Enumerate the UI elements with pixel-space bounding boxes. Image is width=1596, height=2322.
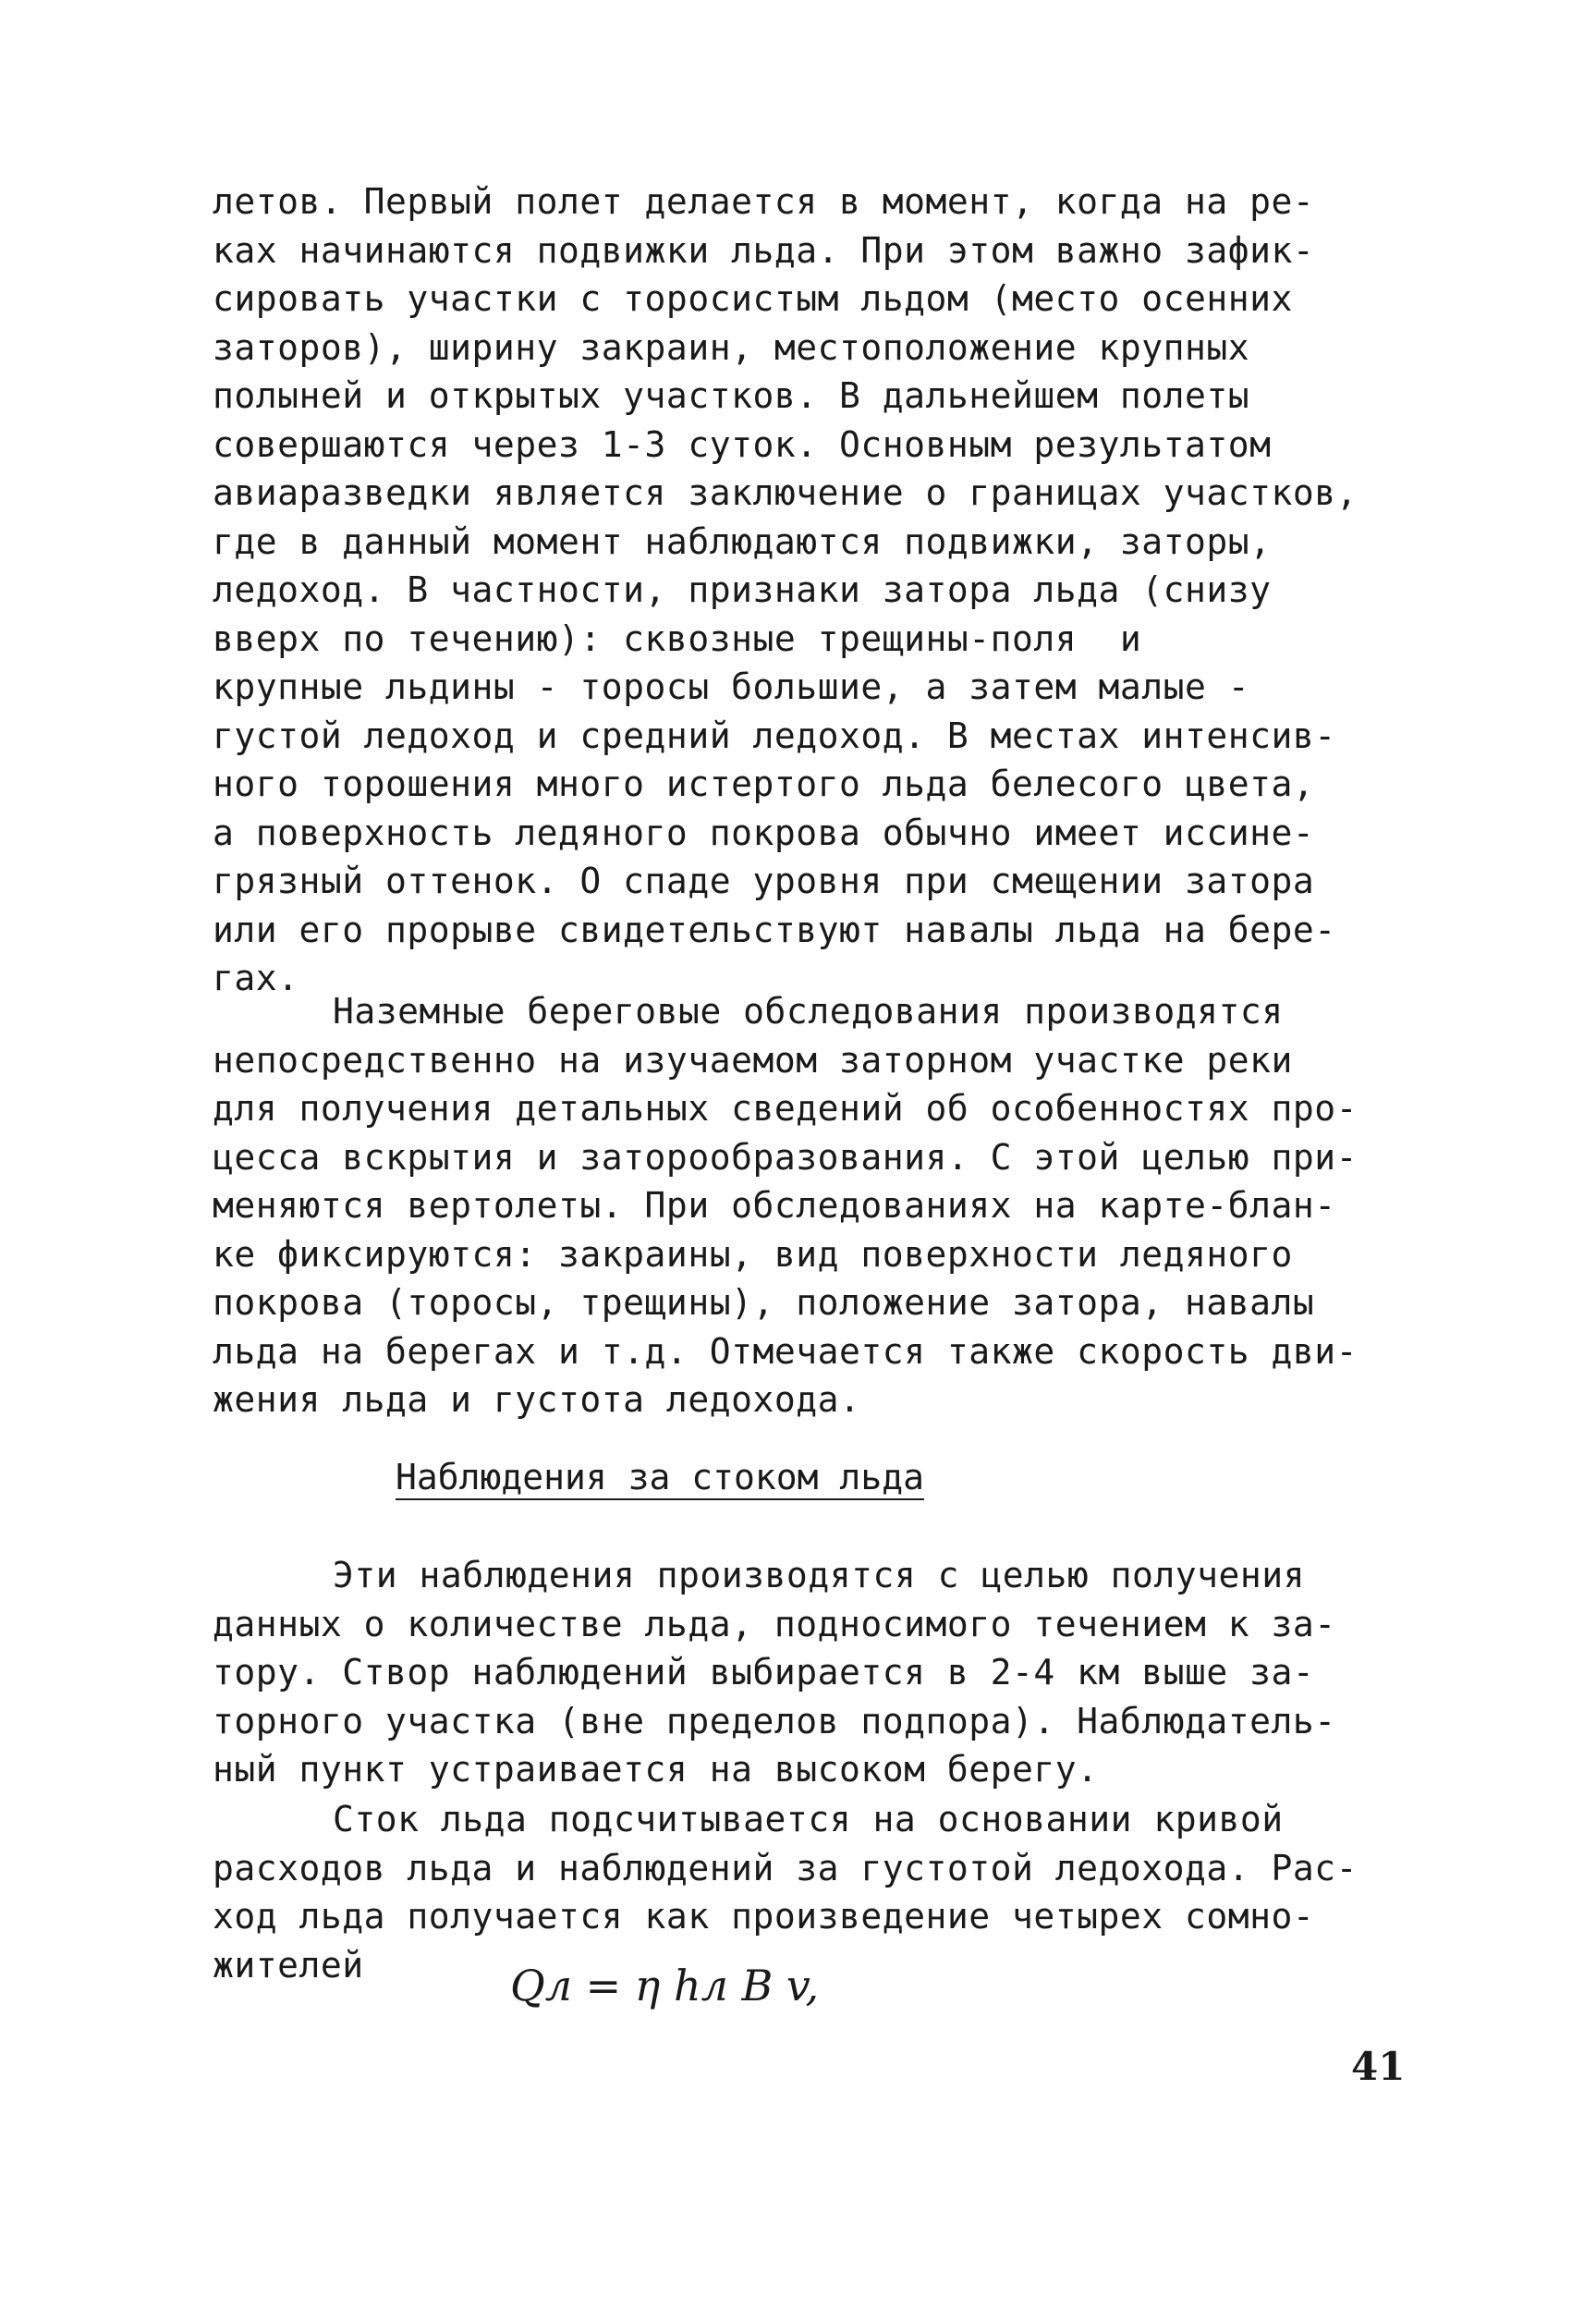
- text-line: непосредственно на изучаемом заторном участке реки: [213, 1039, 1293, 1081]
- text-line: ного торошения много истертого льда белесого цвета,: [213, 764, 1315, 804]
- text-line: или его прорыве свидетельствуют навалы льда на бере-: [213, 909, 1336, 950]
- text-line: ках начинаются подвижки льда. При этом важно зафик-: [213, 229, 1315, 271]
- text-line: где в данный момент наблюдаются подвижки, заторы,: [213, 520, 1272, 562]
- text-line: полыней и открытых участков. В дальнейшем полеты: [213, 375, 1250, 416]
- text-line: жения льда и густота ледохода.: [213, 1379, 861, 1420]
- text-line: вверх по течению): сквозные трещины-поля и: [213, 617, 1142, 659]
- text-line: ледоход. В частности, признаки затора льда (снизу: [213, 569, 1272, 610]
- text-line: ке фиксируются: закраины, вид поверхности ледяного: [213, 1233, 1293, 1275]
- ice-discharge-formula: Qл = η hл B v,: [510, 1961, 820, 2010]
- text-line: авиаразведки является заключение о границах участков,: [213, 472, 1358, 513]
- text-line: торного участка (вне пределов подпора). Наблюдатель-: [213, 1700, 1336, 1742]
- text-line: меняются вертолеты. При обследованиях на карте-блан-: [213, 1185, 1336, 1226]
- text-line: жителей: [213, 1944, 364, 1986]
- text-line: данных о количестве льда, подносимого течением к за-: [213, 1603, 1336, 1644]
- section-heading: Наблюдения за стоком льда: [396, 1457, 924, 1497]
- text-line: Сток льда подсчитывается на основании кривой: [333, 1799, 1284, 1839]
- text-line: густой ледоход и средний ледоход. В местах интенсив-: [213, 715, 1336, 756]
- text-line: ход льда получается как произведение четырех сомно-: [213, 1896, 1315, 1937]
- text-line: Наземные береговые обследования производятся: [333, 991, 1284, 1032]
- paragraph-ice-runoff: [213, 1551, 1442, 1794]
- text-line: тору. Створ наблюдений выбирается в 2-4 км выше за-: [213, 1652, 1315, 1693]
- text-line: цесса вскрытия и заторообразования. С этой целью при-: [213, 1136, 1358, 1178]
- paragraph-ground-survey: [213, 987, 1442, 1424]
- text-line: льда на берегах и т.д. Отмечается также скорость дви-: [213, 1330, 1358, 1372]
- text-line: крупные льдины - торосы большие, а затем малые -: [213, 666, 1250, 707]
- paragraph-ice-discharge: [213, 1795, 1442, 1989]
- text-line: расходов льда и наблюдений за густотой ледохода. Рас-: [213, 1847, 1358, 1888]
- text-line: покрова (торосы, трещины), положение затора, навалы: [213, 1282, 1315, 1323]
- text-line: совершаются через 1-3 суток. Основным результатом: [213, 423, 1272, 465]
- text-line: гах.: [213, 958, 299, 998]
- text-line: а поверхность ледяного покрова обычно имеет иссине-: [213, 812, 1315, 853]
- text-line: ный пункт устраивается на высоком берегу.: [213, 1749, 1099, 1790]
- text-line: летов. Первый полет делается в момент, когда на ре-: [213, 181, 1315, 222]
- text-line: грязный оттенок. О спаде уровня при смещении затора: [213, 861, 1315, 901]
- text-line: для получения детальных сведений об особенностях про-: [213, 1088, 1358, 1129]
- text-line: сировать участки с торосистым льдом (место осенних: [213, 278, 1293, 319]
- text-line: Эти наблюдения производятся с целью получения: [333, 1555, 1306, 1595]
- text-line: заторов), ширину закраин, местоположение крупных: [213, 326, 1250, 368]
- page-number: 41: [1351, 2044, 1406, 2089]
- paragraph-aerial-survey: [213, 177, 1442, 1003]
